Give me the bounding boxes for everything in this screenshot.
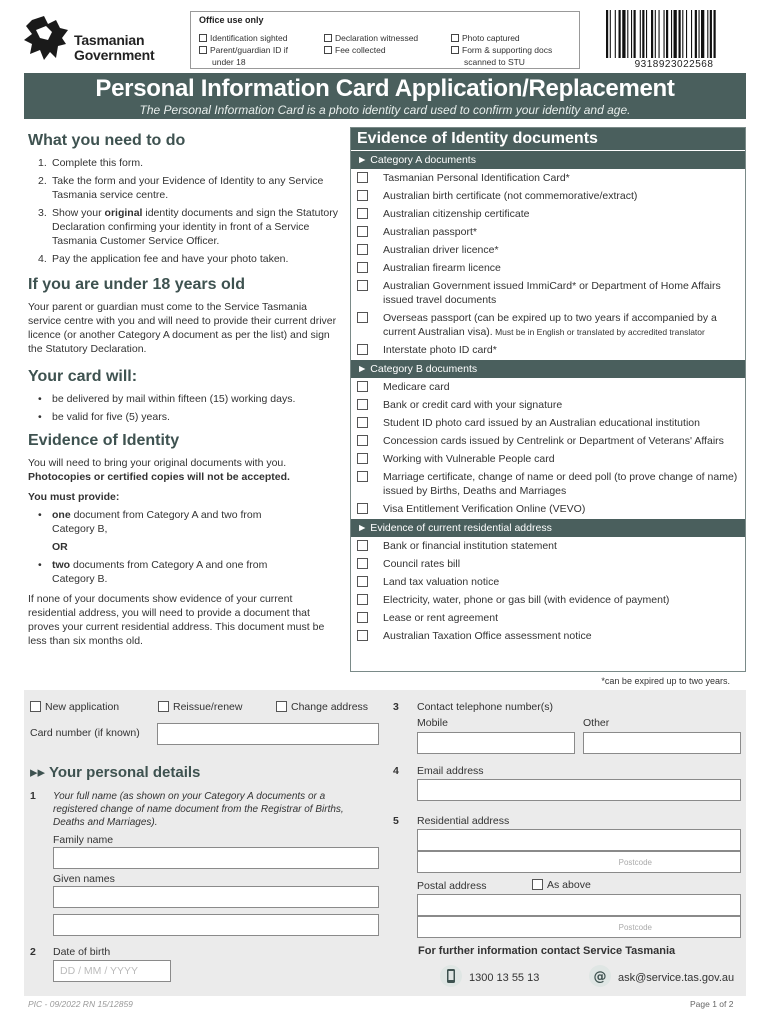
page-subtitle: The Personal Information Card is a photo identity card used to confirm your identity and age.	[139, 103, 631, 117]
category-a-checkbox[interactable]	[357, 190, 368, 201]
card-number-field[interactable]	[157, 723, 379, 745]
office-item: Photo captured	[462, 33, 520, 43]
postal-address-field-2[interactable]	[417, 916, 741, 938]
email-label: Email address	[417, 765, 484, 777]
category-a-list	[351, 169, 745, 359]
list-item: Marriage certificate, change of name or deed poll (to prove change of name) issued by Births, Deaths and Marriages	[351, 468, 745, 500]
change-address-checkbox[interactable]	[276, 701, 287, 712]
category-b-checkbox[interactable]	[357, 417, 368, 428]
residential-address-list	[351, 537, 745, 645]
question-number: 2	[30, 946, 36, 958]
given-names-field-1[interactable]	[53, 886, 379, 908]
must-provide: You must provide:	[28, 491, 120, 503]
family-name-field[interactable]	[53, 847, 379, 869]
office-checkbox[interactable]	[324, 34, 332, 42]
your-card-heading: Your card will:	[28, 368, 138, 385]
barcode-number: 9318923022568	[634, 59, 714, 70]
or-text: OR	[52, 541, 68, 553]
list-item: Concession cards issued by Centrelink or Department of Veterans' Affairs	[351, 432, 745, 450]
address-checkbox[interactable]	[357, 612, 368, 623]
postcode-placeholder: Postcode	[618, 923, 652, 932]
form-reference: PIC - 09/2022 RN 15/12859	[28, 999, 133, 1009]
office-item: Declaration witnessed	[335, 33, 419, 43]
office-item: Form & supporting docs	[462, 45, 553, 55]
page-number: Page 1 of 2	[690, 999, 734, 1009]
expiry-footnote: *can be expired up to two years.	[601, 676, 730, 686]
list-item: • be delivered by mail within fifteen (15) working days.	[38, 393, 296, 405]
address-checkbox[interactable]	[357, 576, 368, 587]
phone-number[interactable]: 1300 13 55 13	[469, 972, 540, 984]
personal-details-heading: ▸▸ Your personal details	[30, 764, 201, 781]
eoi-bold-text: Photocopies or certified copies will not be accepted.	[28, 471, 290, 483]
logo-text-line1: Tasmanian	[74, 32, 145, 48]
new-application-option[interactable]: New application	[30, 701, 119, 713]
card-number-label: Card number (if known)	[30, 727, 140, 739]
category-a-checkbox[interactable]	[357, 172, 368, 183]
category-a-checkbox[interactable]	[357, 226, 368, 237]
list-item: Australian firearm licence	[351, 259, 745, 277]
provide-list	[28, 508, 340, 536]
postcode-placeholder: Postcode	[618, 858, 652, 867]
svg-text:@: @	[593, 969, 607, 985]
contact-email[interactable]: ask@service.tas.gov.au	[618, 972, 735, 984]
other-phone-label: Other	[583, 717, 610, 729]
date-of-birth-field[interactable]	[53, 960, 171, 982]
date-of-birth-label: Date of birth	[53, 946, 111, 958]
list-item: Land tax valuation notice	[351, 573, 745, 591]
category-a-checkbox[interactable]	[357, 344, 368, 355]
under-18-heading: If you are under 18 years old	[28, 276, 245, 293]
list-item: • two documents from Category A and one from Category B.	[38, 559, 268, 585]
provide-list-2	[28, 558, 340, 586]
tasmanian-devil-logo-icon	[22, 14, 70, 64]
phone-icon	[440, 965, 462, 987]
list-item: Overseas passport (can be expired up to two years if accompanied by a current Australian visa). Must be in English or translated by accredited translator	[351, 309, 745, 341]
office-checkbox[interactable]	[451, 34, 459, 42]
email-field[interactable]	[417, 779, 741, 801]
eoi-documents-heading: Evidence of Identity documents	[351, 128, 745, 150]
other-phone-field[interactable]	[583, 732, 741, 754]
category-a-checkbox[interactable]	[357, 280, 368, 291]
category-b-header: ► Category B documents	[351, 360, 745, 378]
category-b-checkbox[interactable]	[357, 453, 368, 464]
list-item: Visa Entitlement Verification Online (VEVO)	[351, 500, 745, 518]
address-checkbox[interactable]	[357, 630, 368, 641]
office-item: scanned to STU	[464, 57, 525, 67]
list-item: Australian Government issued ImmiCard* or Department of Home Affairs issued travel documents	[351, 277, 745, 309]
change-address-option[interactable]: Change address	[276, 701, 368, 713]
category-a-checkbox[interactable]	[357, 312, 368, 323]
category-b-checkbox[interactable]	[357, 503, 368, 514]
list-item: Student ID photo card issued by an Australian educational institution	[351, 414, 745, 432]
office-item: Parent/guardian ID if	[210, 45, 288, 55]
eoi-text: You will need to bring your original documents with you.	[28, 457, 287, 469]
page-title: Personal Information Card Application/Replacement	[95, 75, 675, 102]
list-item: 2. Take the form and your Evidence of Identity to any Service Tasmania service centre.	[38, 175, 324, 201]
office-use-title: Office use only	[199, 15, 264, 25]
list-item: Australian Taxation Office assessment notice	[351, 627, 745, 645]
reissue-checkbox[interactable]	[158, 701, 169, 712]
logo-text-line2: Government	[74, 47, 155, 63]
left-column	[28, 127, 340, 648]
category-b-checkbox[interactable]	[357, 381, 368, 392]
question-number: 1	[30, 790, 36, 802]
category-a-checkbox[interactable]	[357, 244, 368, 255]
residential-address-field-2[interactable]	[417, 851, 741, 873]
list-item: Lease or rent agreement	[351, 609, 745, 627]
list-item: • one document from Category A and two from Category B,	[38, 509, 262, 535]
mobile-label: Mobile	[417, 717, 448, 729]
as-above-checkbox[interactable]	[532, 879, 543, 890]
category-a-header: ► Category A documents	[351, 151, 745, 169]
office-use-box	[190, 11, 580, 69]
office-col-3	[451, 32, 552, 68]
given-names-field-2[interactable]	[53, 914, 379, 936]
office-item: Identification sighted	[210, 33, 288, 43]
eoi-documents-panel	[350, 127, 746, 672]
list-item: Interstate photo ID card*	[351, 341, 745, 359]
as-above-option[interactable]: As above	[532, 879, 591, 891]
need-list	[28, 156, 340, 266]
contact-phone-label: Contact telephone number(s)	[417, 701, 553, 713]
question-number: 4	[393, 765, 399, 777]
address-checkbox[interactable]	[357, 594, 368, 605]
list-item: Medicare card	[351, 378, 745, 396]
category-a-checkbox[interactable]	[357, 262, 368, 273]
category-a-checkbox[interactable]	[357, 208, 368, 219]
further-info-heading: For further information contact Service Tasmania	[418, 945, 676, 957]
email-icon	[589, 965, 611, 987]
what-you-need-heading: What you need to do	[28, 132, 186, 149]
address-checkbox[interactable]	[357, 540, 368, 551]
office-checkbox[interactable]	[199, 34, 207, 42]
card-list	[28, 392, 340, 424]
list-item: Electricity, water, phone or gas bill (with evidence of payment)	[351, 591, 745, 609]
list-item: Australian driver licence*	[351, 241, 745, 259]
list-item: Australian birth certificate (not commemorative/extract)	[351, 187, 745, 205]
under-18-text: Your parent or guardian must come to the Service Tasmania service centre with you and will need to provide their current driver licence (or another Category A document as per the list) and sign the Statutory Declaration.	[28, 301, 337, 355]
list-item: • be valid for five (5) years.	[38, 411, 170, 423]
list-item: 4. Pay the application fee and have your photo taken.	[38, 253, 289, 265]
list-item: Tasmanian Personal Identification Card*	[351, 169, 745, 187]
postal-address-label: Postal address	[417, 880, 487, 892]
residential-address-field-1[interactable]	[417, 829, 741, 851]
reissue-option[interactable]: Reissue/renew	[158, 701, 242, 713]
dob-placeholder: DD / MM / YYYY	[60, 965, 138, 977]
given-names-label: Given names	[53, 873, 115, 885]
office-item: Fee collected	[335, 45, 386, 55]
full-name-instructions: Your full name (as shown on your Category A documents or a registered change of name document from the Registrar of Births, Deaths and Marriages).	[53, 791, 344, 828]
list-item: Australian passport*	[351, 223, 745, 241]
category-b-checkbox[interactable]	[357, 435, 368, 446]
office-col-1	[199, 32, 288, 68]
category-b-checkbox[interactable]	[357, 399, 368, 410]
barcode-icon	[604, 10, 744, 58]
list-item: Bank or credit card with your signature	[351, 396, 745, 414]
list-item: Council rates bill	[351, 555, 745, 573]
office-col-2	[324, 32, 418, 56]
office-item: under 18	[212, 57, 246, 67]
title-bar	[24, 73, 746, 119]
none-text: If none of your documents show evidence of your current residential address, you will need to provide a document that proves your current residential address. This document must be less than six months old.	[28, 593, 325, 647]
office-checkbox[interactable]	[324, 46, 332, 54]
category-b-list	[351, 378, 745, 518]
mobile-field[interactable]	[417, 732, 575, 754]
list-item: Working with Vulnerable People card	[351, 450, 745, 468]
family-name-label: Family name	[53, 834, 114, 846]
question-number: 5	[393, 815, 399, 827]
new-application-checkbox[interactable]	[30, 701, 41, 712]
eoi-heading: Evidence of Identity	[28, 432, 180, 449]
residential-address-label: Residential address	[417, 815, 510, 827]
list-item: Australian citizenship certificate	[351, 205, 745, 223]
office-checkbox[interactable]	[199, 46, 207, 54]
residential-address-header: ► Evidence of current residential address	[351, 519, 745, 537]
list-item: 1. Complete this form.	[38, 157, 144, 169]
category-b-checkbox[interactable]	[357, 471, 368, 482]
office-checkbox[interactable]	[451, 46, 459, 54]
address-checkbox[interactable]	[357, 558, 368, 569]
postal-address-field-1[interactable]	[417, 894, 741, 916]
list-item: Bank or financial institution statement	[351, 537, 745, 555]
tasmanian-government-logo	[22, 14, 172, 70]
list-item: 3. Show your original identity documents and sign the Statutory Declaration confirming your identity in front of a Service Tasmania Customer Service Officer.	[38, 207, 338, 247]
question-number: 3	[393, 701, 399, 713]
